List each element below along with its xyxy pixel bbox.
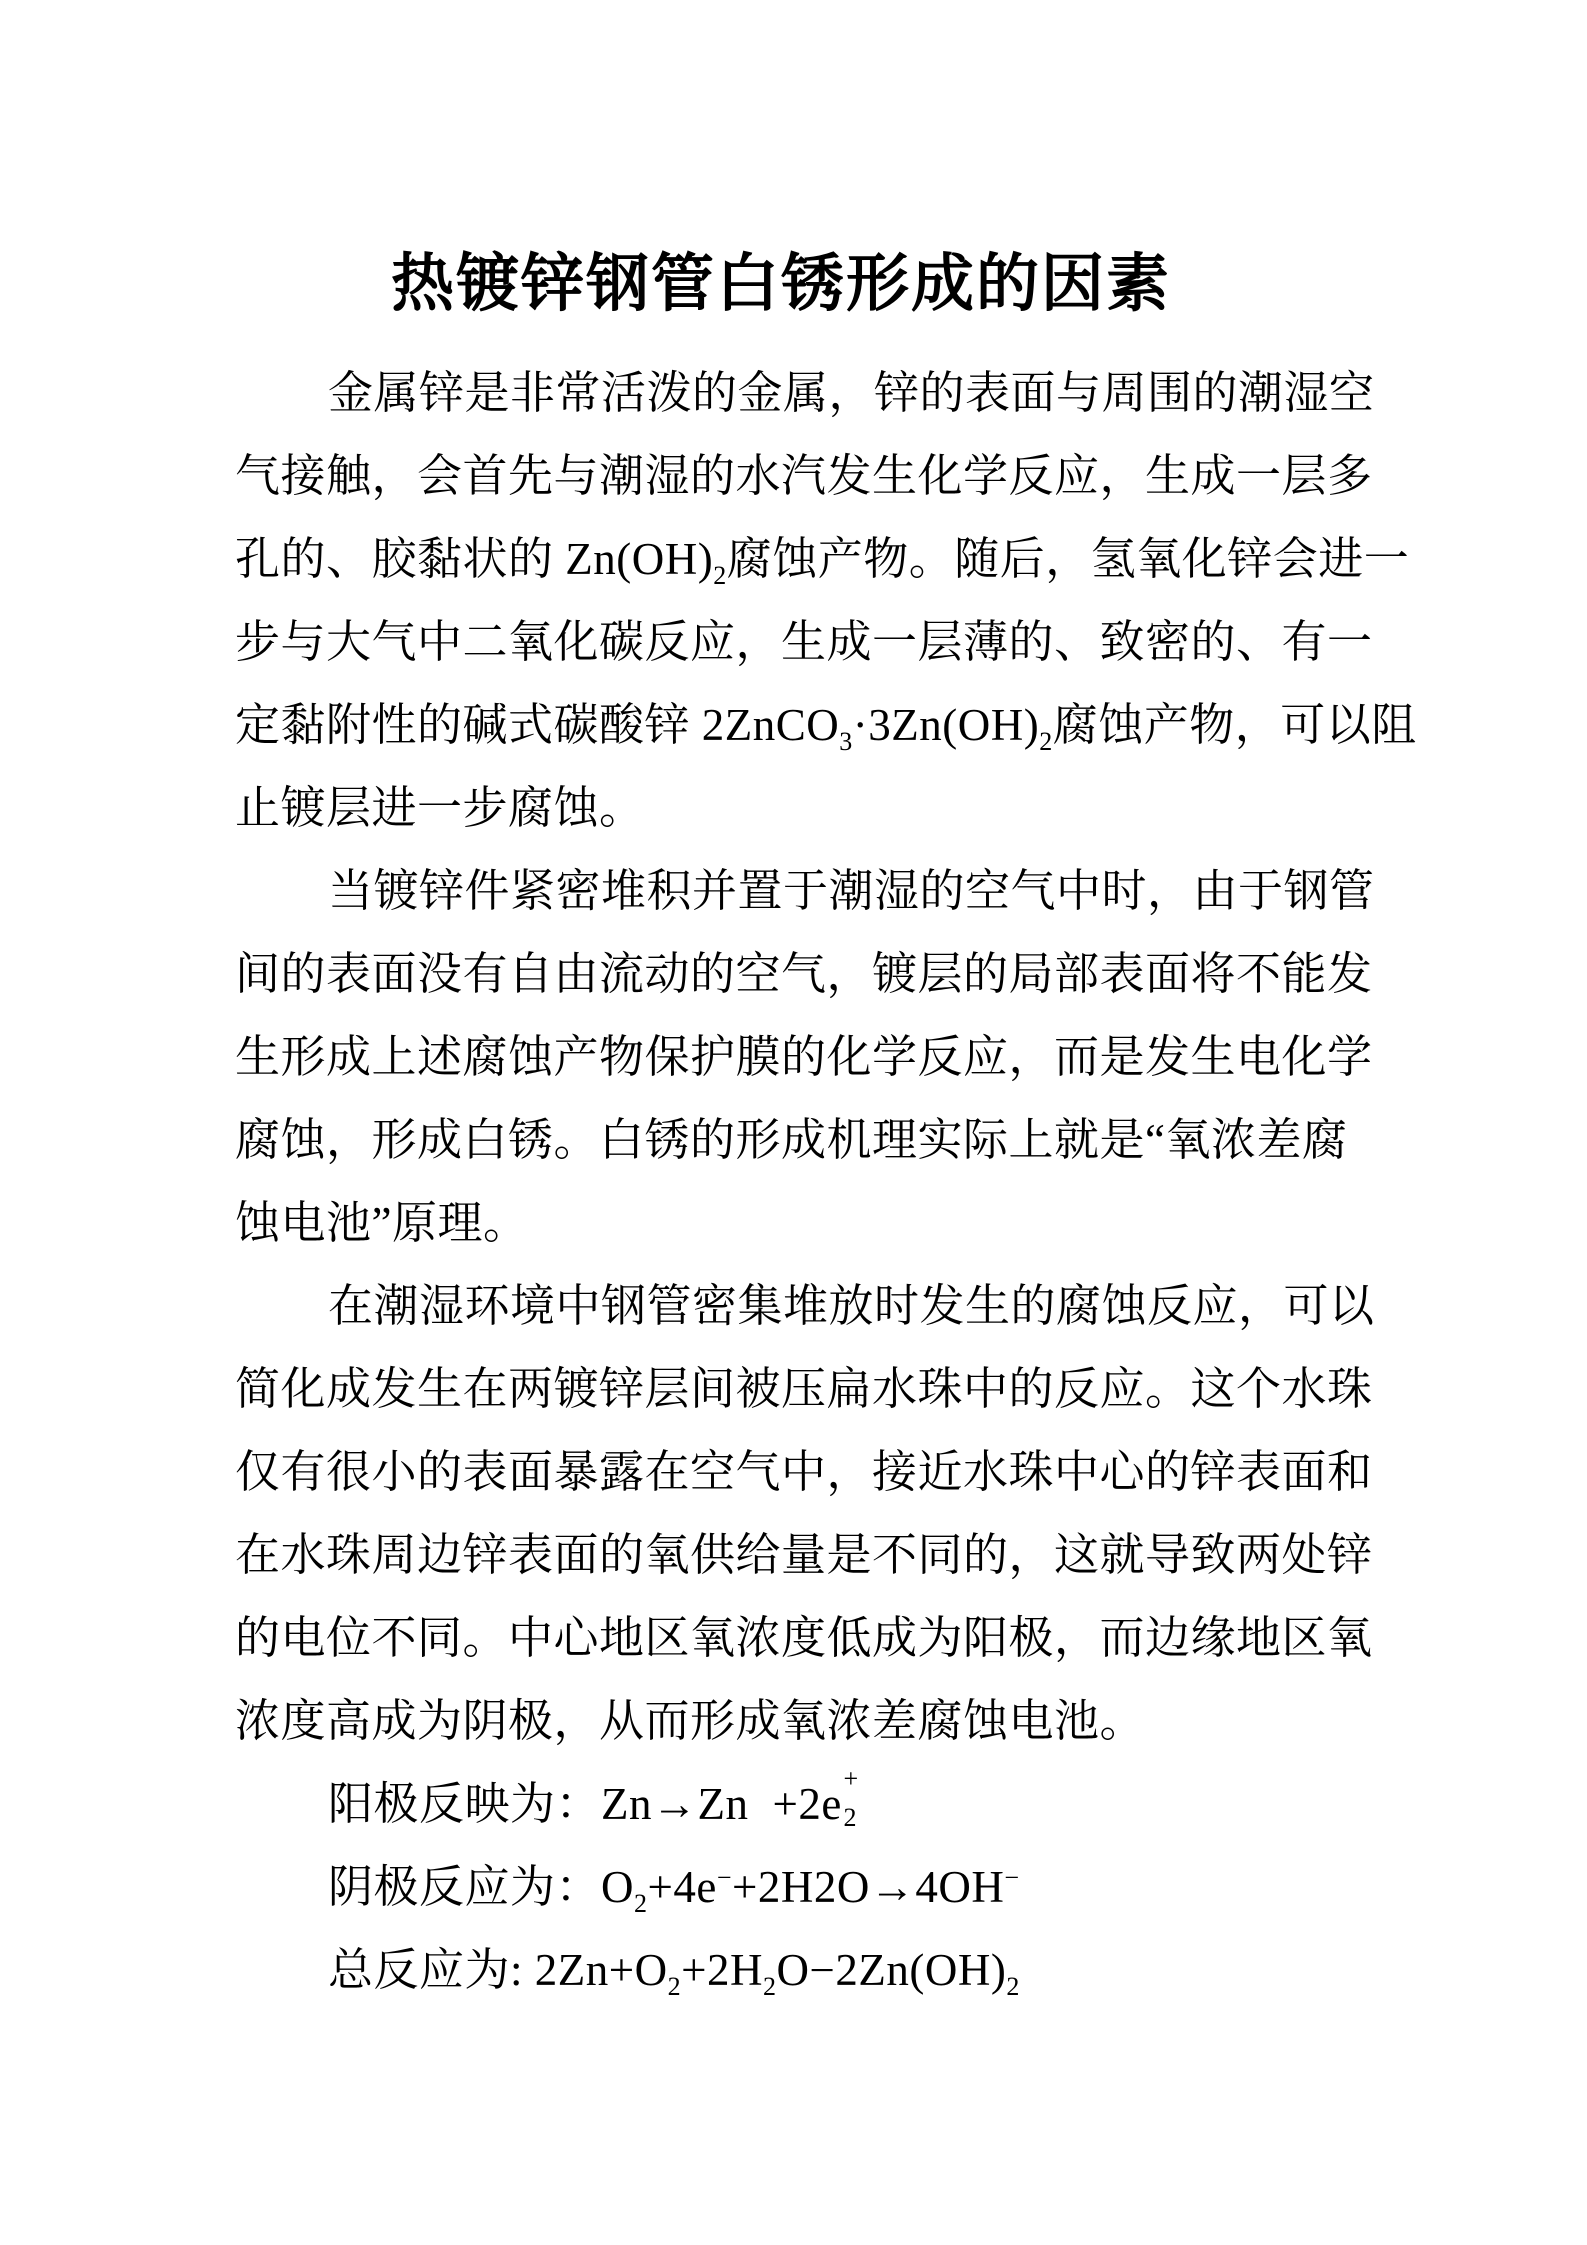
document-title: 热镀锌钢管白锈形成的因素 xyxy=(391,249,1171,319)
formula-run: +2e xyxy=(772,1779,842,1829)
document-body xyxy=(235,352,1417,2012)
formula-run: 3Zn(OH) xyxy=(868,700,1040,750)
subscript: 2 xyxy=(843,1803,857,1832)
text-line xyxy=(235,1846,1327,1929)
paragraph xyxy=(235,1265,1375,1763)
text-line xyxy=(235,1348,1373,1431)
text-line xyxy=(235,1182,1327,1265)
text-run: 腐蚀，形成白锈。白锈的形成机理实际上就是“氧浓差腐 xyxy=(235,1115,1348,1165)
subscript: 2 xyxy=(713,561,727,590)
text-line xyxy=(235,1099,1348,1182)
subscript: 2 xyxy=(634,1889,648,1918)
text-run: 金属锌是非常活泼的金属，锌的表面与周围的潮湿空 xyxy=(328,368,1375,418)
subscript: 2 xyxy=(667,1972,682,2001)
text-run: 阳极反映为： xyxy=(328,1779,602,1829)
text-run: 定黏附性的碱式碳酸锌 xyxy=(235,700,702,750)
text-line xyxy=(235,352,1375,435)
text-line xyxy=(235,1763,1327,1846)
text-run: 的电位不同。中心地区氧浓度低成为阳极，而边缘地区氧 xyxy=(235,1613,1373,1663)
text-run: 阴极反应为： xyxy=(328,1862,602,1912)
text-line xyxy=(235,1016,1373,1099)
subscript: 2 xyxy=(1039,727,1053,756)
text-run: 浓度高成为阴极，从而形成氧浓差腐蚀电池。 xyxy=(235,1696,1146,1746)
formula-run: +2H2O→4OH xyxy=(732,1862,1005,1912)
paragraph xyxy=(235,1846,1327,1929)
formula-run: O−2Zn(OH) xyxy=(776,1945,1007,1995)
text-line xyxy=(235,1431,1373,1514)
superscript: − xyxy=(716,1863,733,1892)
text-line xyxy=(235,767,1327,850)
superscript: − xyxy=(1004,1863,1020,1892)
text-line xyxy=(235,1929,1327,2012)
text-line xyxy=(235,1680,1327,1763)
text-line xyxy=(235,1265,1375,1348)
paragraph xyxy=(235,352,1417,850)
text-run: 当镀锌件紧密堆积并置于潮湿的空气中时，由于钢管 xyxy=(328,866,1375,916)
text-run: 生形成上述腐蚀产物保护膜的化学反应，而是发生电化学 xyxy=(235,1032,1373,1082)
paragraph xyxy=(235,1929,1327,2012)
formula-run: 2ZnCO xyxy=(701,700,840,750)
text-line xyxy=(235,933,1373,1016)
text-run: 在潮湿环境中钢管密集堆放时发生的腐蚀反应，可以 xyxy=(328,1281,1375,1331)
formula-run: O xyxy=(601,1862,635,1912)
text-run: 孔的、胶黏状的 xyxy=(235,534,566,584)
text-line xyxy=(235,1514,1373,1597)
formula-run: +4e xyxy=(647,1862,717,1912)
paragraph xyxy=(235,850,1375,1265)
text-line xyxy=(235,1597,1373,1680)
text-run: 腐蚀产物，可以阻 xyxy=(1052,700,1417,750)
superscript: + xyxy=(843,1764,859,1793)
text-line xyxy=(235,435,1373,518)
text-run: 气接触，会首先与潮湿的水汽发生化学反应，生成一层多 xyxy=(235,451,1373,501)
text-run: 间的表面没有自由流动的空气，镀层的局部表面将不能发 xyxy=(235,949,1373,999)
formula-run: 2Zn+O xyxy=(534,1945,668,1995)
text-run: 简化成发生在两镀锌层间被压扁水珠中的反应。这个水珠 xyxy=(235,1364,1373,1414)
subscript: 2 xyxy=(763,1972,777,2001)
text-line xyxy=(235,601,1373,684)
subscript: 2 xyxy=(1006,1972,1020,2001)
text-run: 仅有很小的表面暴露在空气中，接近水珠中心的锌表面和 xyxy=(235,1447,1373,1497)
subscript: 3 xyxy=(839,727,853,756)
paragraph xyxy=(235,1763,1327,1846)
text-run: 在水珠周边锌表面的氧供给量是不同的，这就导致两处锌 xyxy=(235,1530,1373,1580)
formula-run: Zn→Zn xyxy=(601,1779,749,1829)
text-line xyxy=(235,518,1410,601)
text-run: 步与大气中二氧化碳反应，生成一层薄的、致密的、有一 xyxy=(235,617,1373,667)
text-run: 止镀层进一步腐蚀。 xyxy=(235,783,645,833)
text-run: 总反应为: xyxy=(328,1945,535,1995)
text-run: 蚀电池”原理。 xyxy=(235,1198,529,1248)
formula-run: +2H xyxy=(681,1945,764,1995)
text-run: 腐蚀产物。随后，氢氧化锌会进一 xyxy=(726,534,1410,584)
text-run: · xyxy=(852,700,869,750)
formula-run: Zn(OH) xyxy=(565,534,714,584)
text-column xyxy=(235,238,1417,2012)
text-line xyxy=(235,684,1417,767)
text-line xyxy=(235,850,1375,933)
